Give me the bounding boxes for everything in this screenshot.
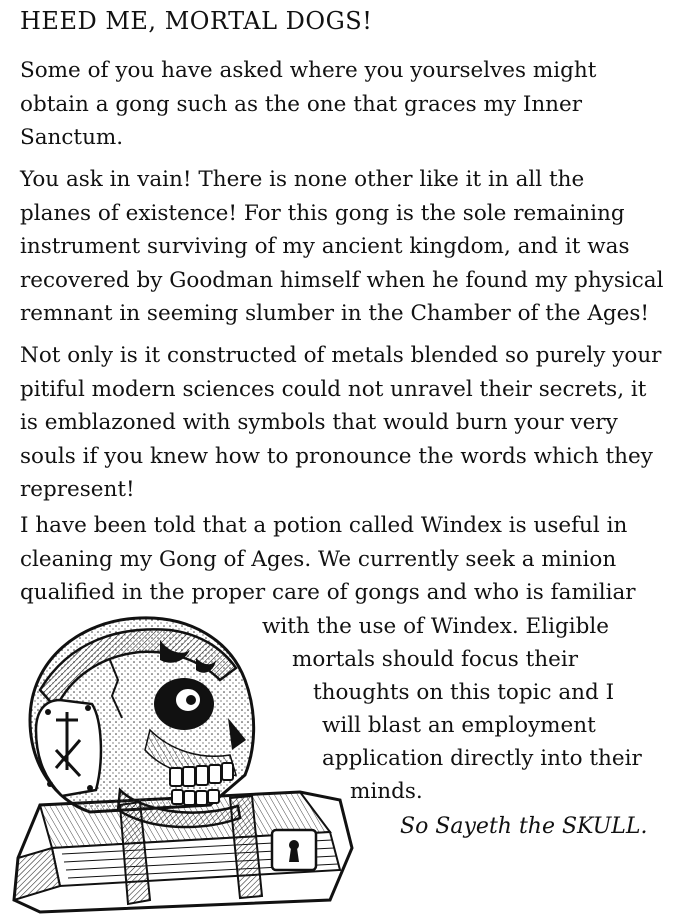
text-line: You ask in vain! There is none other like it in all the [20,167,585,192]
text-line: application directly into their [322,746,642,771]
text-line: will blast an employment [322,713,596,738]
text-line: obtain a gong such as the one that graces my Inner [20,91,583,117]
text-line: Some of you have asked where you yourselves might [20,58,597,83]
paragraph-4 [20,509,688,610]
paragraph-1 [20,54,688,155]
text-line: thoughts on this topic and I [313,680,615,705]
text-line: cleaning my Gong of Ages. We currently seek a minion [20,546,617,572]
paragraph-2 [20,163,688,331]
text-line: mortals should focus their [292,647,578,672]
text-line: Not only is it constructed of metals blended so purely your [20,343,662,368]
text-line: instrument surviving of my ancient kingdom, and it was [20,234,630,259]
text-line: remnant in seeming slumber in the Chamber of the Ages! [20,301,650,326]
paragraph-3 [20,339,688,507]
text-line: with the use of Windex. Eligible [262,614,609,639]
book [14,792,352,912]
text-line: is emblazoned with symbols that would burn your very [20,410,618,435]
text-line: I have been told that a potion called Windex is useful in [20,513,628,538]
text-line: Sanctum. [20,125,124,150]
text-line: souls if you knew how to pronounce the words which they [20,443,653,469]
skull-on-book-illustration [0,600,400,916]
text-line: planes of existence! For this gong is the sole remaining [20,200,625,226]
signature: So Sayeth the SKULL. [400,814,648,839]
text-line: qualified in the proper care of gongs and who is familiar [20,580,636,605]
text-line: pitiful modern sciences could not unravel their secrets, it [20,376,647,402]
skull [30,618,254,827]
page-heading: HEED ME, MORTAL DOGS! [20,7,373,35]
text-line: represent! [20,477,135,502]
text-line: minds. [350,779,423,804]
text-line: recovered by Goodman himself when he found my physical [20,267,664,293]
